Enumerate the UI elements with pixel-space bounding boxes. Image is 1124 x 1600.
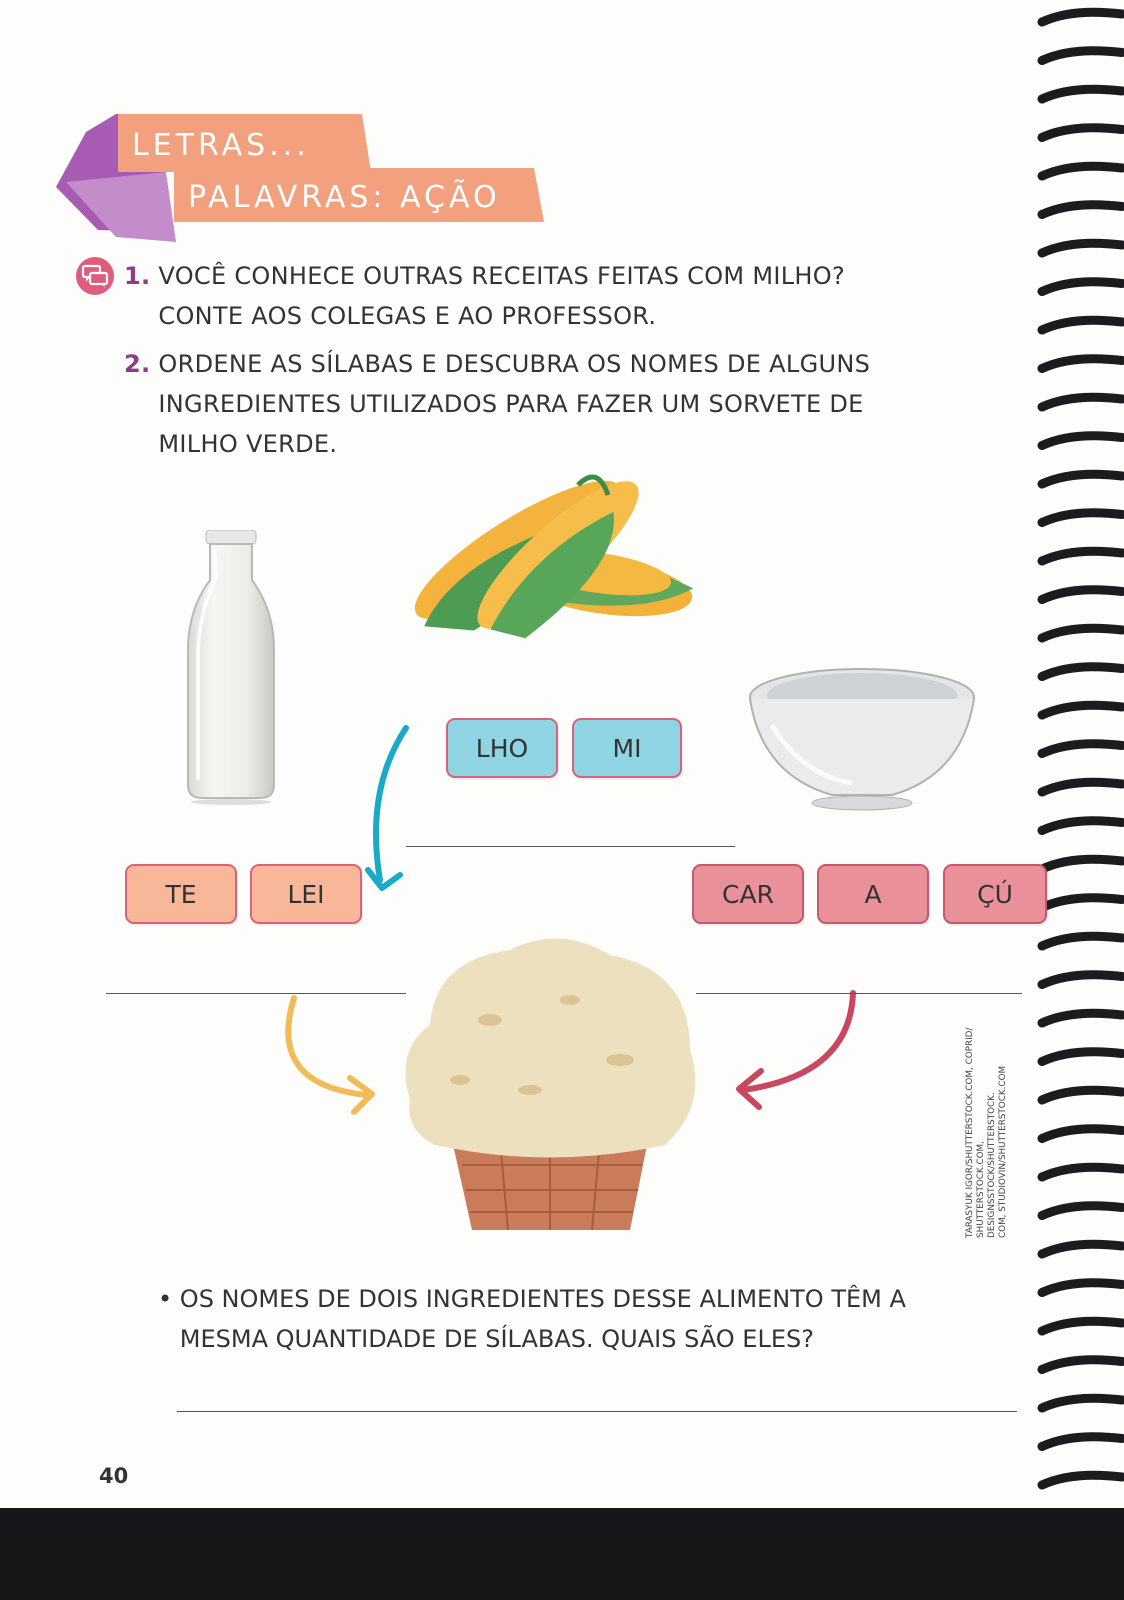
arrow-blue-icon xyxy=(360,720,420,900)
header-line-1: LETRAS... xyxy=(132,128,310,163)
answer-line-leite[interactable] xyxy=(106,993,406,994)
spiral-binding xyxy=(1032,0,1124,1505)
question-2-line-3: MILHO VERDE. xyxy=(158,430,338,458)
question-1-number: 1. xyxy=(124,262,151,290)
bullet-question xyxy=(158,1279,906,1359)
oral-activity-icon xyxy=(75,256,115,296)
bullet-question-line-2: MESMA QUANTIDADE DE SÍLABAS. QUAIS SÃO ELES? xyxy=(179,1325,814,1353)
bullet-question-line-1: OS NOMES DE DOIS INGREDIENTES DESSE ALIMENTO TÊM A xyxy=(179,1285,906,1313)
milk-bottle-image xyxy=(180,530,280,805)
syllable-card-te[interactable]: TE xyxy=(125,864,237,924)
syllable-card-a[interactable]: A xyxy=(817,864,929,924)
syllable-card-lho[interactable]: LHO xyxy=(446,718,558,778)
corn-image xyxy=(398,455,698,645)
syllable-card-lei[interactable]: LEI xyxy=(250,864,362,924)
answer-line-acucar[interactable] xyxy=(696,993,1022,994)
header-line-2: PALAVRAS: AÇÃO xyxy=(188,180,501,215)
scanner-edge xyxy=(0,1508,1124,1600)
credit-line-3: COM, STUDIOVIN/SHUTTERSTOCK.COM xyxy=(998,1065,1008,1238)
image-credit xyxy=(965,998,1009,1238)
syllable-card-cu[interactable]: ÇÚ xyxy=(943,864,1047,924)
arrow-red-icon xyxy=(725,985,865,1115)
question-1-line-2: CONTE AOS COLEGAS E AO PROFESSOR. xyxy=(158,302,657,330)
syllable-card-car[interactable]: CAR xyxy=(692,864,804,924)
credit-line-2: SHUTTERSTOCK.COM, DESIGNSSTOCK/SHUTTERSTOCK. xyxy=(976,1092,997,1238)
page-number: 40 xyxy=(99,1464,129,1488)
question-2 xyxy=(124,344,870,464)
question-1 xyxy=(124,256,845,336)
question-2-line-2: INGREDIENTES UTILIZADOS PARA FAZER UM SORVETE DE xyxy=(158,390,864,418)
bullet-icon: • xyxy=(158,1285,173,1313)
arrow-yellow-icon xyxy=(272,990,382,1120)
question-1-line-1: VOCÊ CONHECE OUTRAS RECEITAS FEITAS COM MILHO? xyxy=(158,262,845,290)
sugar-bowl-image xyxy=(742,665,982,815)
credit-line-1: TARASYUK IGOR/SHUTTERSTOCK.COM, COPRID/ xyxy=(965,1027,975,1238)
syllable-card-mi[interactable]: MI xyxy=(572,718,682,778)
question-2-number: 2. xyxy=(124,350,151,378)
ice-cream-image xyxy=(390,930,710,1235)
answer-line-milho[interactable] xyxy=(406,846,735,847)
question-2-line-1: ORDENE AS SÍLABAS E DESCUBRA OS NOMES DE ALGUNS xyxy=(158,350,871,378)
answer-line-bullet[interactable] xyxy=(177,1411,1017,1412)
